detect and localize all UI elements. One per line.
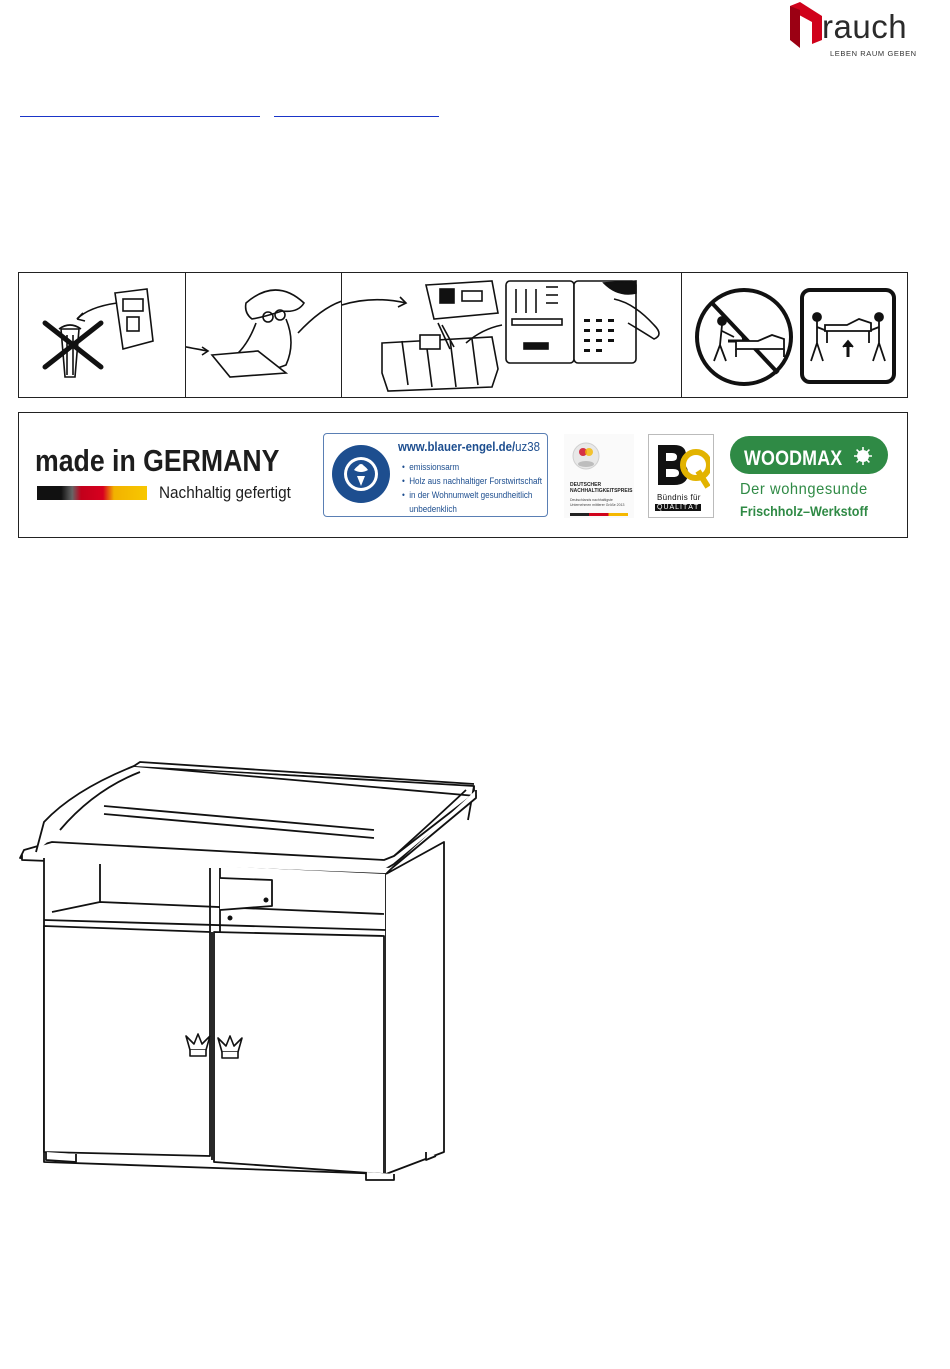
woodmax-badge — [730, 436, 888, 474]
brand-wordmark: rauch — [822, 8, 908, 45]
nachhaltigkeitspreis-bar — [570, 513, 628, 516]
certification-banner — [18, 412, 908, 538]
germany-flag-bar-icon — [37, 486, 147, 500]
instruction-strip — [18, 272, 908, 398]
made-in-germany-title: made in GERMANY — [35, 443, 280, 478]
instruction-panel-2 — [186, 273, 342, 397]
instruction-panel-3 — [342, 273, 682, 397]
changing-table-cabinet-illustration — [14, 760, 484, 1190]
instruction-panel-4 — [682, 273, 907, 397]
link-1[interactable] — [20, 100, 260, 117]
nachhaltigkeitspreis-line4: Unternehmen mittlerer Größe 2013 — [570, 503, 625, 507]
nachhaltigkeitspreis-line2: NACHHALTIGKEITSPREIS — [570, 488, 633, 494]
bq-label — [648, 434, 714, 518]
nachhaltigkeitspreis-label — [564, 434, 634, 518]
nachhaltigkeitspreis-line3: Deutschlands nachhaltigste — [570, 498, 613, 502]
blauer-engel-criteria — [402, 460, 558, 516]
blauer-engel-url: www.blauer-engel.de/uz38 — [398, 439, 540, 454]
list-item: • emissionsarm — [402, 462, 460, 472]
blauer-engel-label — [323, 433, 548, 517]
woodmax-burst-icon — [854, 447, 872, 465]
nachhaltigkeitspreis-orb-icon — [564, 434, 634, 480]
woodmax-tagline-2: Frischholz–Werkstoff — [740, 503, 868, 519]
bq-qualitaet: QUALITÄT — [657, 504, 700, 511]
bq-subtitle: Bündnis für — [657, 493, 701, 502]
list-item: unbedenklich — [409, 504, 457, 514]
bq-quality-mark-icon — [654, 441, 710, 491]
woodmax-tagline-1: Der wohngesunde — [740, 481, 868, 498]
woodmax-name: WOODMAX — [744, 447, 843, 470]
instruction-panel-1 — [19, 273, 186, 397]
lift-two-person-icon — [799, 287, 897, 385]
list-item: • Holz aus nachhaltiger Forstwirtschaft — [402, 476, 543, 486]
nachhaltigkeitspreis-line1: DEUTSCHER — [570, 482, 602, 488]
blauer-engel-seal-icon — [330, 440, 392, 510]
woodmax-label — [730, 433, 892, 523]
read-manual-icon — [186, 273, 341, 397]
do-not-discard-manual-icon — [19, 273, 185, 397]
link-2[interactable] — [274, 100, 439, 117]
list-item: • in der Wohnumwelt gesundheitlich — [402, 490, 533, 500]
made-in-germany-subtitle: Nachhaltig gefertigt — [159, 483, 291, 502]
brand-logo — [786, 2, 917, 60]
parts-checklist-icon — [504, 279, 674, 369]
rauch-logo-mark-icon — [788, 2, 822, 50]
no-dragging-icon — [692, 285, 796, 389]
brand-tagline: LEBEN RAUM GEBEN — [830, 49, 917, 58]
